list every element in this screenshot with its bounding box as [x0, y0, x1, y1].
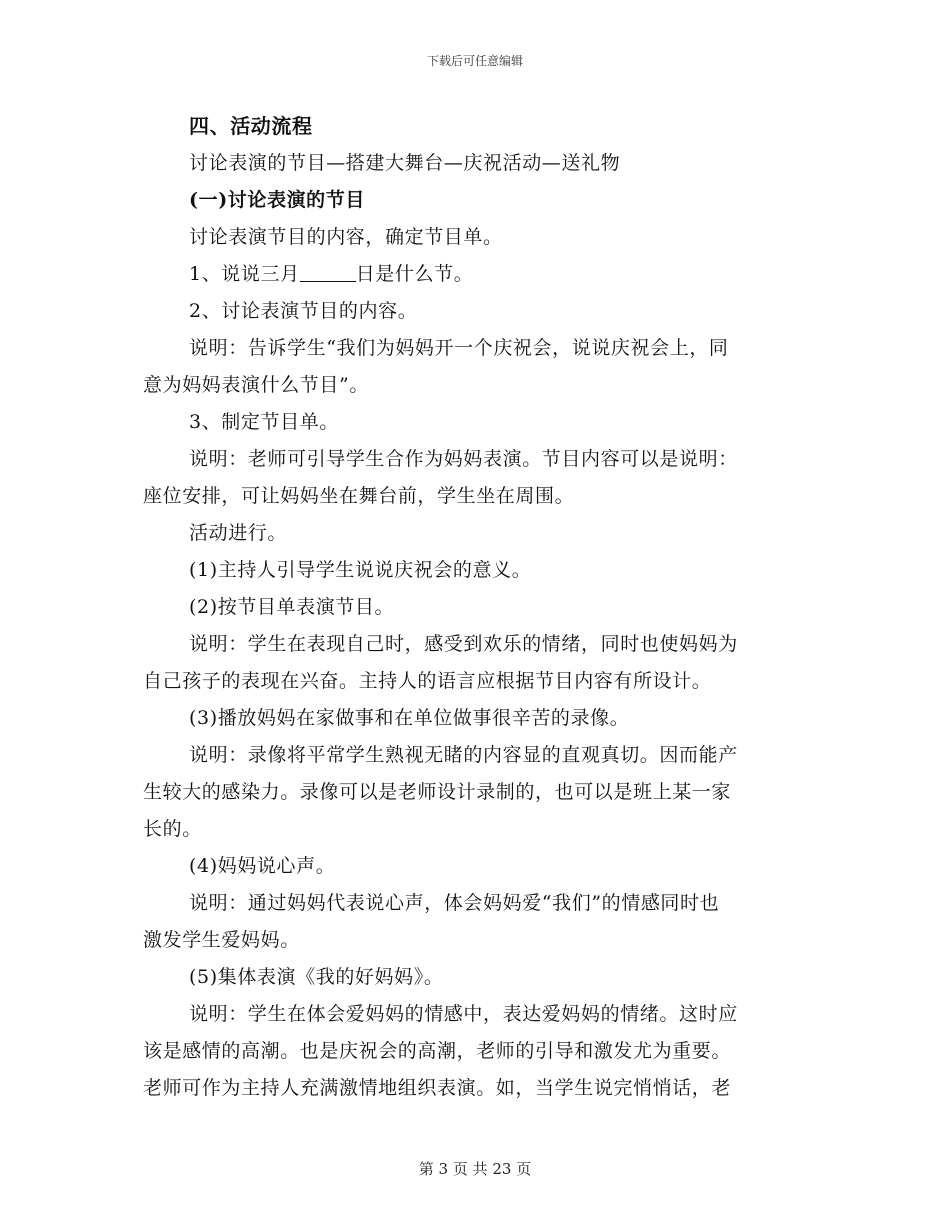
paragraph-line: 说明：老师可引导学生合作为妈妈表演。节目内容可以是说明：	[189, 448, 738, 470]
paragraph-line: 激发学生爱妈妈。	[143, 929, 300, 951]
paragraph-line: 说明：学生在表现自己时，感受到欢乐的情绪，同时也使妈妈为	[189, 633, 738, 655]
paragraph-line: 3、制定节目单。	[189, 411, 339, 433]
paragraph-line: 自己孩子的表现在兴奋。主持人的语言应根据节目内容有所设计。	[143, 670, 712, 692]
paragraph-line: (1)主持人引导学生说说庆祝会的意义。	[189, 559, 532, 581]
paragraph-line	[143, 256, 808, 293]
paragraph-line: 说明：学生在体会爱妈妈的情感中，表达爱妈妈的情绪。这时应	[189, 1003, 738, 1025]
paragraph-line: 说明：告诉学生“我们为妈妈开一个庆祝会，说说庆祝会上，同	[189, 337, 729, 359]
paragraph-line: 老师可作为主持人充满激情地组织表演。如，当学生说完悄悄话，老	[143, 1077, 732, 1099]
document-body	[143, 108, 808, 1107]
page-footer: 第 3 页 共 23 页	[418, 1160, 532, 1178]
fill-in-blank	[300, 263, 356, 282]
paragraph-line: 活动进行。	[189, 522, 288, 544]
paragraph-line: 讨论表演节目的内容，确定节目单。	[189, 226, 503, 248]
paragraph-line: 座位安排，可让妈妈坐在舞台前，学生坐在周围。	[143, 485, 575, 507]
paragraph-line: 说明：录像将平常学生熟视无睹的内容显的直观真切。因而能产	[189, 744, 738, 766]
paragraph-line: 说明：通过妈妈代表说心声，体会妈妈爱“我们”的情感同时也	[189, 892, 720, 914]
paragraph-line: (5)集体表演《我的好妈妈》。	[189, 966, 444, 988]
paragraph-line: (2)按节目单表演节目。	[189, 596, 395, 618]
paragraph-line: 讨论表演的节目—搭建大舞台—庆祝活动—送礼物	[189, 152, 621, 174]
section-heading: 四、活动流程	[189, 114, 313, 138]
paragraph-line: 长的。	[143, 818, 202, 840]
text-fragment: 1、说说三月	[189, 263, 300, 285]
paragraph-line: 该是感情的高潮。也是庆祝会的高潮，老师的引导和激发尤为重要。	[143, 1040, 732, 1062]
page-header: 下载后可任意编辑	[426, 54, 523, 68]
paragraph-line: (3)播放妈妈在家做事和在单位做事很辛苦的录像。	[189, 707, 630, 729]
paragraph-line: 2、讨论表演节目的内容。	[189, 300, 418, 322]
paragraph-line: (4)妈妈说心声。	[189, 855, 336, 877]
text-fragment: 日是什么节。	[355, 263, 474, 285]
paragraph-line: 意为妈妈表演什么节目”。	[143, 374, 369, 396]
paragraph-line: 生较大的感染力。录像可以是老师设计录制的，也可以是班上某一家	[143, 781, 732, 803]
subsection-heading: (一)讨论表演的节目	[189, 189, 365, 211]
